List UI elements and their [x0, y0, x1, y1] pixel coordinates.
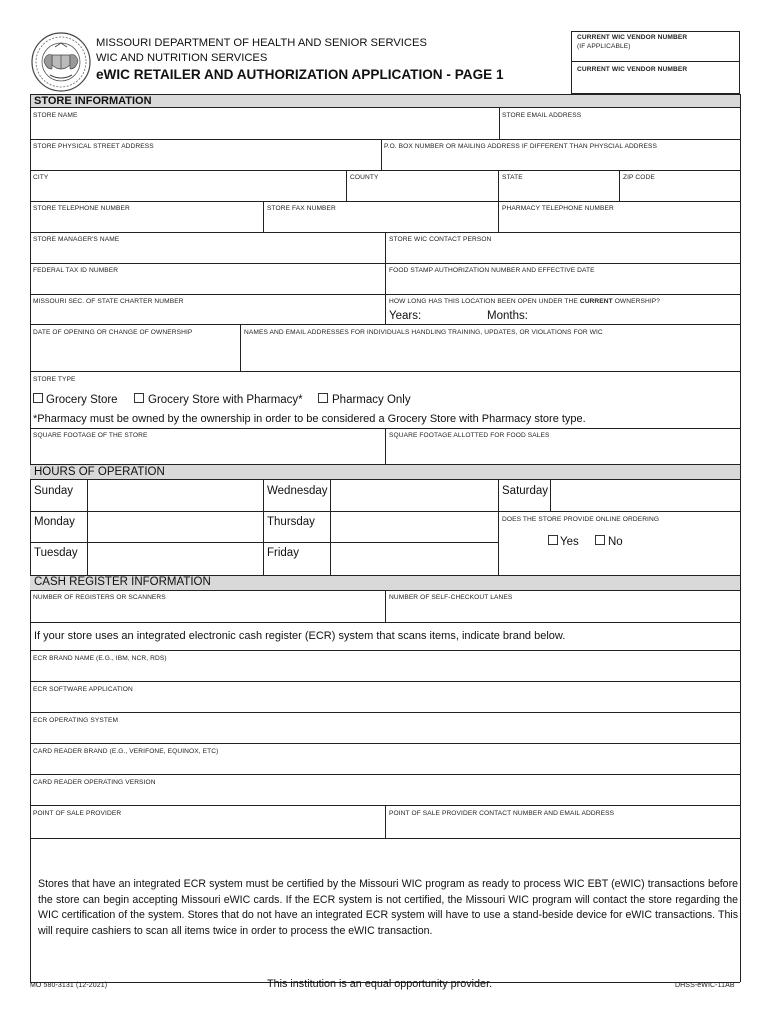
- wic-contact-field[interactable]: STORE WIC CONTACT PERSON: [389, 236, 492, 243]
- city-field[interactable]: CITY: [33, 174, 49, 181]
- monday-label: Monday: [34, 516, 75, 528]
- store-type-label: STORE TYPE: [33, 376, 76, 383]
- form-number: MO 580-3131 (12-2021): [30, 982, 108, 989]
- tuesday-hours-field[interactable]: [88, 543, 262, 574]
- cash-register-heading: CASH REGISTER INFORMATION: [30, 575, 740, 591]
- pharmacy-only-checkbox[interactable]: [318, 393, 328, 403]
- vendor-number-label: CURRENT WIC VENDOR NUMBER: [577, 34, 688, 41]
- pharmacy-phone-field[interactable]: PHARMACY TELEPHONE NUMBER: [502, 205, 614, 212]
- hours-heading: HOURS OF OPERATION: [30, 464, 740, 480]
- grocery-store-label: Grocery Store: [46, 394, 118, 406]
- certification-note: Stores that have an integrated ECR system must be certified by the Missouri WIC program as ready to process WIC EBT (eWIC) transactions before the store can begin accepting Missouri eWIC cards. If the ECR system is not certified, the Missouri WIC program will contact the store regarding the WIC certification of the system. Stores that do not have an integrated ECR system will have to use a stand-beside device for eWIC transactions. This will require cashiers to scan all items twice in order to process the eWIC transaction.: [38, 878, 738, 937]
- form-code: DHSS-eWIC-11AB: [675, 982, 735, 989]
- tax-id-field[interactable]: FEDERAL TAX ID NUMBER: [33, 267, 119, 274]
- fax-field[interactable]: STORE FAX NUMBER: [267, 205, 336, 212]
- manager-field[interactable]: STORE MANAGER'S NAME: [33, 236, 120, 243]
- pos-contact-field[interactable]: POINT OF SALE PROVIDER CONTACT NUMBER AND EMAIL ADDRESS: [389, 810, 615, 817]
- state-field[interactable]: STATE: [502, 174, 523, 181]
- friday-label: Friday: [267, 547, 299, 559]
- form-title: eWIC RETAILER AND AUTHORIZATION APPLICATION - PAGE 1: [96, 67, 504, 82]
- store-name-field[interactable]: STORE NAME: [33, 112, 78, 119]
- ecr-software-field[interactable]: ECR SOFTWARE APPLICATION: [33, 686, 133, 693]
- county-field[interactable]: COUNTY: [350, 174, 379, 181]
- store-information-heading: STORE INFORMATION: [30, 94, 740, 108]
- food-stamp-field[interactable]: FOOD STAMP AUTHORIZATION NUMBER AND EFFECTIVE DATE: [389, 267, 595, 274]
- wednesday-hours-field[interactable]: [331, 481, 497, 510]
- equal-opportunity-statement: This institution is an equal opportunity provider.: [267, 978, 493, 990]
- self-checkout-field[interactable]: NUMBER OF SELF-CHECKOUT LANES: [389, 594, 513, 601]
- online-ordering-yes-checkbox[interactable]: [548, 535, 558, 545]
- sunday-label: Sunday: [34, 485, 74, 497]
- card-reader-brand-field[interactable]: CARD READER BRAND (E.G., VERIFONE, EQUINOX, ETC): [33, 748, 219, 755]
- food-sales-footage-field[interactable]: SQUARE FOOTAGE ALLOTTED FOR FOOD SALES: [389, 432, 550, 439]
- square-footage-field[interactable]: SQUARE FOOTAGE OF THE STORE: [33, 432, 148, 439]
- friday-hours-field[interactable]: [331, 543, 497, 574]
- online-ordering-label: DOES THE STORE PROVIDE ONLINE ORDERING: [502, 516, 660, 523]
- thursday-hours-field[interactable]: [331, 512, 497, 541]
- training-contacts-field[interactable]: NAMES AND EMAIL ADDRESSES FOR INDIVIDUALS HANDLING TRAINING, UPDATES, OR VIOLATIONS FOR WIC: [244, 329, 603, 336]
- online-ordering-yes-label: Yes: [560, 536, 579, 548]
- card-reader-os-field[interactable]: CARD READER OPERATING VERSION: [33, 779, 156, 786]
- sunday-hours-field[interactable]: [88, 481, 262, 510]
- state-seal: [30, 31, 92, 93]
- zip-field[interactable]: ZIP CODE: [623, 174, 655, 181]
- months-field[interactable]: Months:: [487, 310, 528, 322]
- vendor-number-note: (IF APPLICABLE): [577, 43, 631, 50]
- tuesday-label: Tuesday: [34, 547, 78, 559]
- thursday-label: Thursday: [267, 516, 315, 528]
- division-name: WIC AND NUTRITION SERVICES: [96, 52, 268, 64]
- saturday-label: Saturday: [502, 485, 549, 497]
- pharmacy-only-label: Pharmacy Only: [332, 394, 411, 406]
- ecr-intro-text: If your store uses an integrated electronic cash register (ECR) system that scans items, indicate brand below.: [34, 630, 566, 642]
- online-ordering-no-label: No: [608, 536, 623, 548]
- pharmacy-note: *Pharmacy must be owned by the ownership in order to be considered a Grocery Store with Pharmacy store type.: [33, 413, 586, 425]
- wednesday-label: Wednesday: [267, 485, 328, 497]
- grocery-pharmacy-checkbox[interactable]: [134, 393, 144, 403]
- saturday-hours-field[interactable]: [551, 481, 739, 510]
- vendor-number-label-2: CURRENT WIC VENDOR NUMBER: [577, 66, 688, 73]
- registers-field[interactable]: NUMBER OF REGISTERS OR SCANNERS: [33, 594, 166, 601]
- department-name: MISSOURI DEPARTMENT OF HEALTH AND SENIOR SERVICES: [96, 37, 427, 49]
- store-email-field[interactable]: STORE EMAIL ADDRESS: [502, 112, 582, 119]
- ecr-brand-field[interactable]: ECR BRAND NAME (E.G., IBM, NCR, RDS): [33, 655, 167, 662]
- charter-field[interactable]: MISSOURI SEC. OF STATE CHARTER NUMBER: [33, 298, 184, 305]
- online-ordering-no-checkbox[interactable]: [595, 535, 605, 545]
- telephone-field[interactable]: STORE TELEPHONE NUMBER: [33, 205, 130, 212]
- physical-address-field[interactable]: STORE PHYSICAL STREET ADDRESS: [33, 143, 154, 150]
- monday-hours-field[interactable]: [88, 512, 262, 541]
- grocery-pharmacy-label: Grocery Store with Pharmacy*: [148, 394, 303, 406]
- po-box-field[interactable]: P.O. BOX NUMBER OR MAILING ADDRESS IF DIFFERENT THAN PHYSCIAL ADDRESS: [384, 143, 658, 150]
- opening-date-field[interactable]: DATE OF OPENING OR CHANGE OF OWNERSHIP: [33, 329, 193, 336]
- pos-provider-field[interactable]: POINT OF SALE PROVIDER: [33, 810, 122, 817]
- ecr-os-field[interactable]: ECR OPERATING SYSTEM: [33, 717, 119, 724]
- grocery-store-checkbox[interactable]: [33, 393, 43, 403]
- years-field[interactable]: Years:: [389, 310, 422, 322]
- ownership-duration-label: HOW LONG HAS THIS LOCATION BEEN OPEN UNDER THE CURRENT OWNERSHIP?: [389, 298, 661, 305]
